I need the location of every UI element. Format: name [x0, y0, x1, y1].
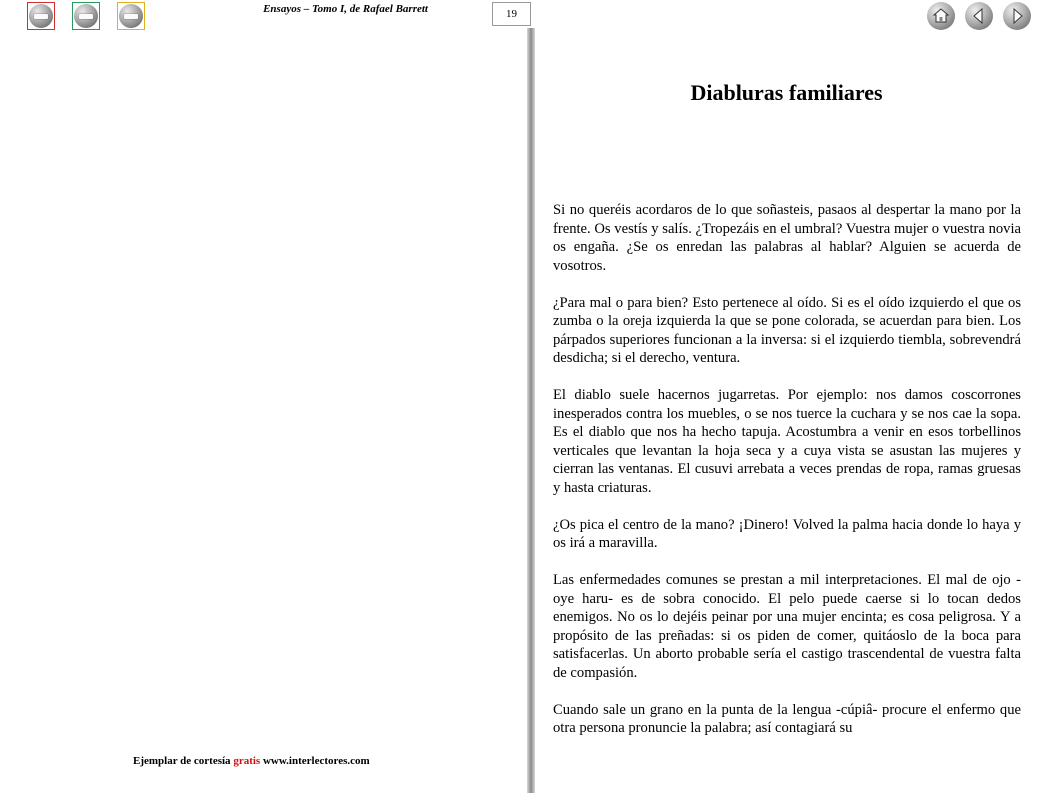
paragraph: ¿Os pica el centro de la mano? ¡Dinero! Volved la palma hacia donde lo haya y os irá a maravilla.: [553, 516, 1021, 551]
paragraph: El diablo suele hacernos jugarretas. Por ejemplo: nos damos coscorrones inesperados contra los muebles, o se nos tuerce la cuchara y se nos cae la sopa. Es el diablo que nos ha hecho tapuja. Acostumbra a venir en esos torbellinos verticales que levantan la hoja seca y a cuya vista se asustan las mujeres y cierran las ventanas. El cusuvi arrebata a veces prendas de ropa, ramas gruesas y hasta criaturas.: [553, 387, 1021, 496]
home-icon: [932, 7, 950, 25]
chapter-title: Diabluras familiares: [690, 80, 883, 105]
red-minus-button[interactable]: [27, 2, 55, 30]
chapter-body: [553, 201, 1021, 737]
paragraph: ¿Para mal o para bien? Esto pertenece al oído. Si es el oído izquierdo el que os zumba o la oreja izquierda la que se pone colorada, se acuerdan para bien. Los párpados superiores funcionan a la inversa: si el izquierdo tiembla, sobrevendrá desdicha; si el derecho, ventura.: [553, 294, 1021, 366]
page-number: 19: [492, 2, 531, 26]
footer-prefix: Ejemplar de cortesía: [133, 755, 231, 767]
book-spine: [527, 28, 535, 793]
arrow-right-icon: [1008, 7, 1026, 25]
home-button[interactable]: [927, 2, 955, 30]
paragraph: Si no queréis acordaros de lo que soñasteis, pasaos al despertar la mano por la frente. Os vestís y salís. ¿Tropezáis en el umbral? Vuestra mujer o vuestra novia os engaña. ¿Se os enredan las palabras al hablar? Alguien se acuerda de vosotros.: [553, 202, 1021, 274]
paragraph: Cuando sale un grano en la punta de la lengua -cúpiâ- procure el enfermo que otra persona pronuncie la palabra; así contagiará su: [553, 701, 1021, 736]
arrow-left-icon: [970, 7, 988, 25]
next-page-button[interactable]: [1003, 2, 1031, 30]
minus-icon: [74, 4, 98, 28]
minus-icon: [119, 4, 143, 28]
previous-page-button[interactable]: [965, 2, 993, 30]
footer-gratis: gratis: [233, 755, 261, 767]
green-minus-button[interactable]: [72, 2, 100, 30]
book-title: Ensayos – Tomo I, de Rafael Barrett: [263, 3, 428, 15]
minus-icon: [29, 4, 53, 28]
footer-site-link[interactable]: www.interlectores.com: [262, 755, 370, 767]
paragraph: Las enfermedades comunes se prestan a mil interpretaciones. El mal de ojo -oye haru- es de sobra conocido. El pelo puede caerse si lo tocan dedos enemigos. No os lo dejéis peinar por una mujer encinta; es cosa peligrosa. Y a propósito de las preñadas: si os piden de comer, quitáoslo de la boca para satisfacerlas. Un aborto probable sería el castigo trascendental de vuestra falta de compasión.: [553, 572, 1021, 681]
yellow-minus-button[interactable]: [117, 2, 145, 30]
footer-note: [133, 755, 433, 767]
